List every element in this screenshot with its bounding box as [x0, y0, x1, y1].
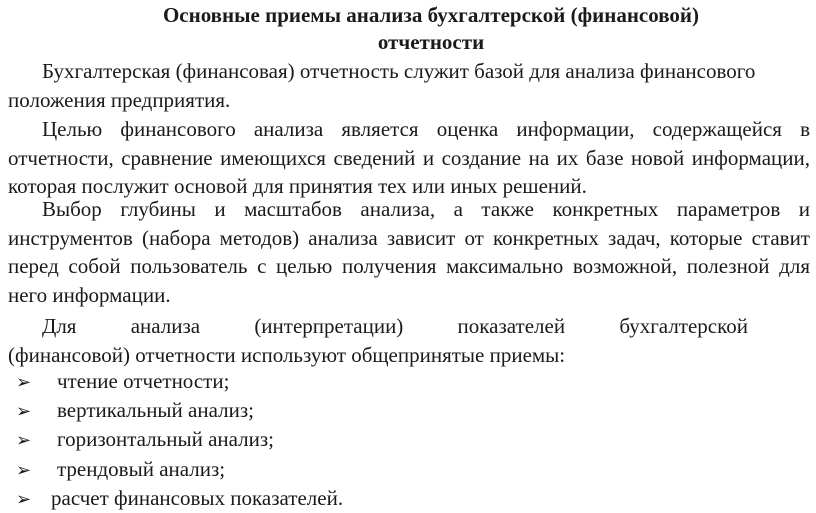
paragraph-1: Бухгалтерская (финансовая) отчетность служит базой для анализа финансового положения предприятия. [8, 59, 756, 112]
list-item-text: трендовый анализ; [57, 456, 226, 481]
paragraph-3: Выбор глубины и масштабов анализа, а также конкретных параметров и инструментов (набора методов) анализа зависит от конкретных задач, которые ставит перед собой пользователь с целью получения максимально возможной, полезной для него информации. [8, 197, 810, 307]
list-item-text: чтение отчетности; [57, 369, 230, 393]
intro-word: (интерпретации) [254, 314, 404, 338]
arrow-bullet-icon: ➢ [16, 488, 32, 509]
intro-word: анализа [130, 314, 201, 338]
arrow-bullet-icon: ➢ [16, 459, 32, 480]
intro-line-2: (финансовой) отчетности используют общепринятые приемы: [8, 342, 566, 367]
arrow-bullet-icon: ➢ [16, 372, 32, 392]
techniques-list [16, 367, 343, 513]
arrow-bullet-icon: ➢ [16, 401, 32, 422]
list-item [16, 367, 343, 396]
arrow-bullet-icon: ➢ [16, 430, 32, 451]
document-title-line-2: отчетности [377, 30, 485, 54]
list-item-text: вертикальный анализ; [57, 398, 254, 423]
intro-word: Для [42, 314, 77, 338]
list-item [16, 455, 343, 484]
list-item-text: расчет финансовых показателей. [51, 485, 344, 510]
intro-line-1 [8, 312, 810, 341]
document-title-line-1: Основные приемы анализа бухгалтерской (финансовой) [162, 3, 700, 27]
paragraph-2: Целью финансового анализа является оценка информации, содержащейся в отчетности, сравнение имеющихся сведений и создание на их базе новой информации, которая послужит основой для принятия тех или иных решений. [8, 117, 810, 198]
intro-word: бухгалтерской [619, 314, 748, 338]
intro-word: показателей [457, 314, 566, 338]
list-item [16, 484, 343, 513]
paragraph-4-intro [8, 312, 810, 369]
list-item-text: горизонтальный анализ; [57, 427, 274, 452]
list-item [16, 425, 343, 454]
list-item [16, 396, 343, 425]
